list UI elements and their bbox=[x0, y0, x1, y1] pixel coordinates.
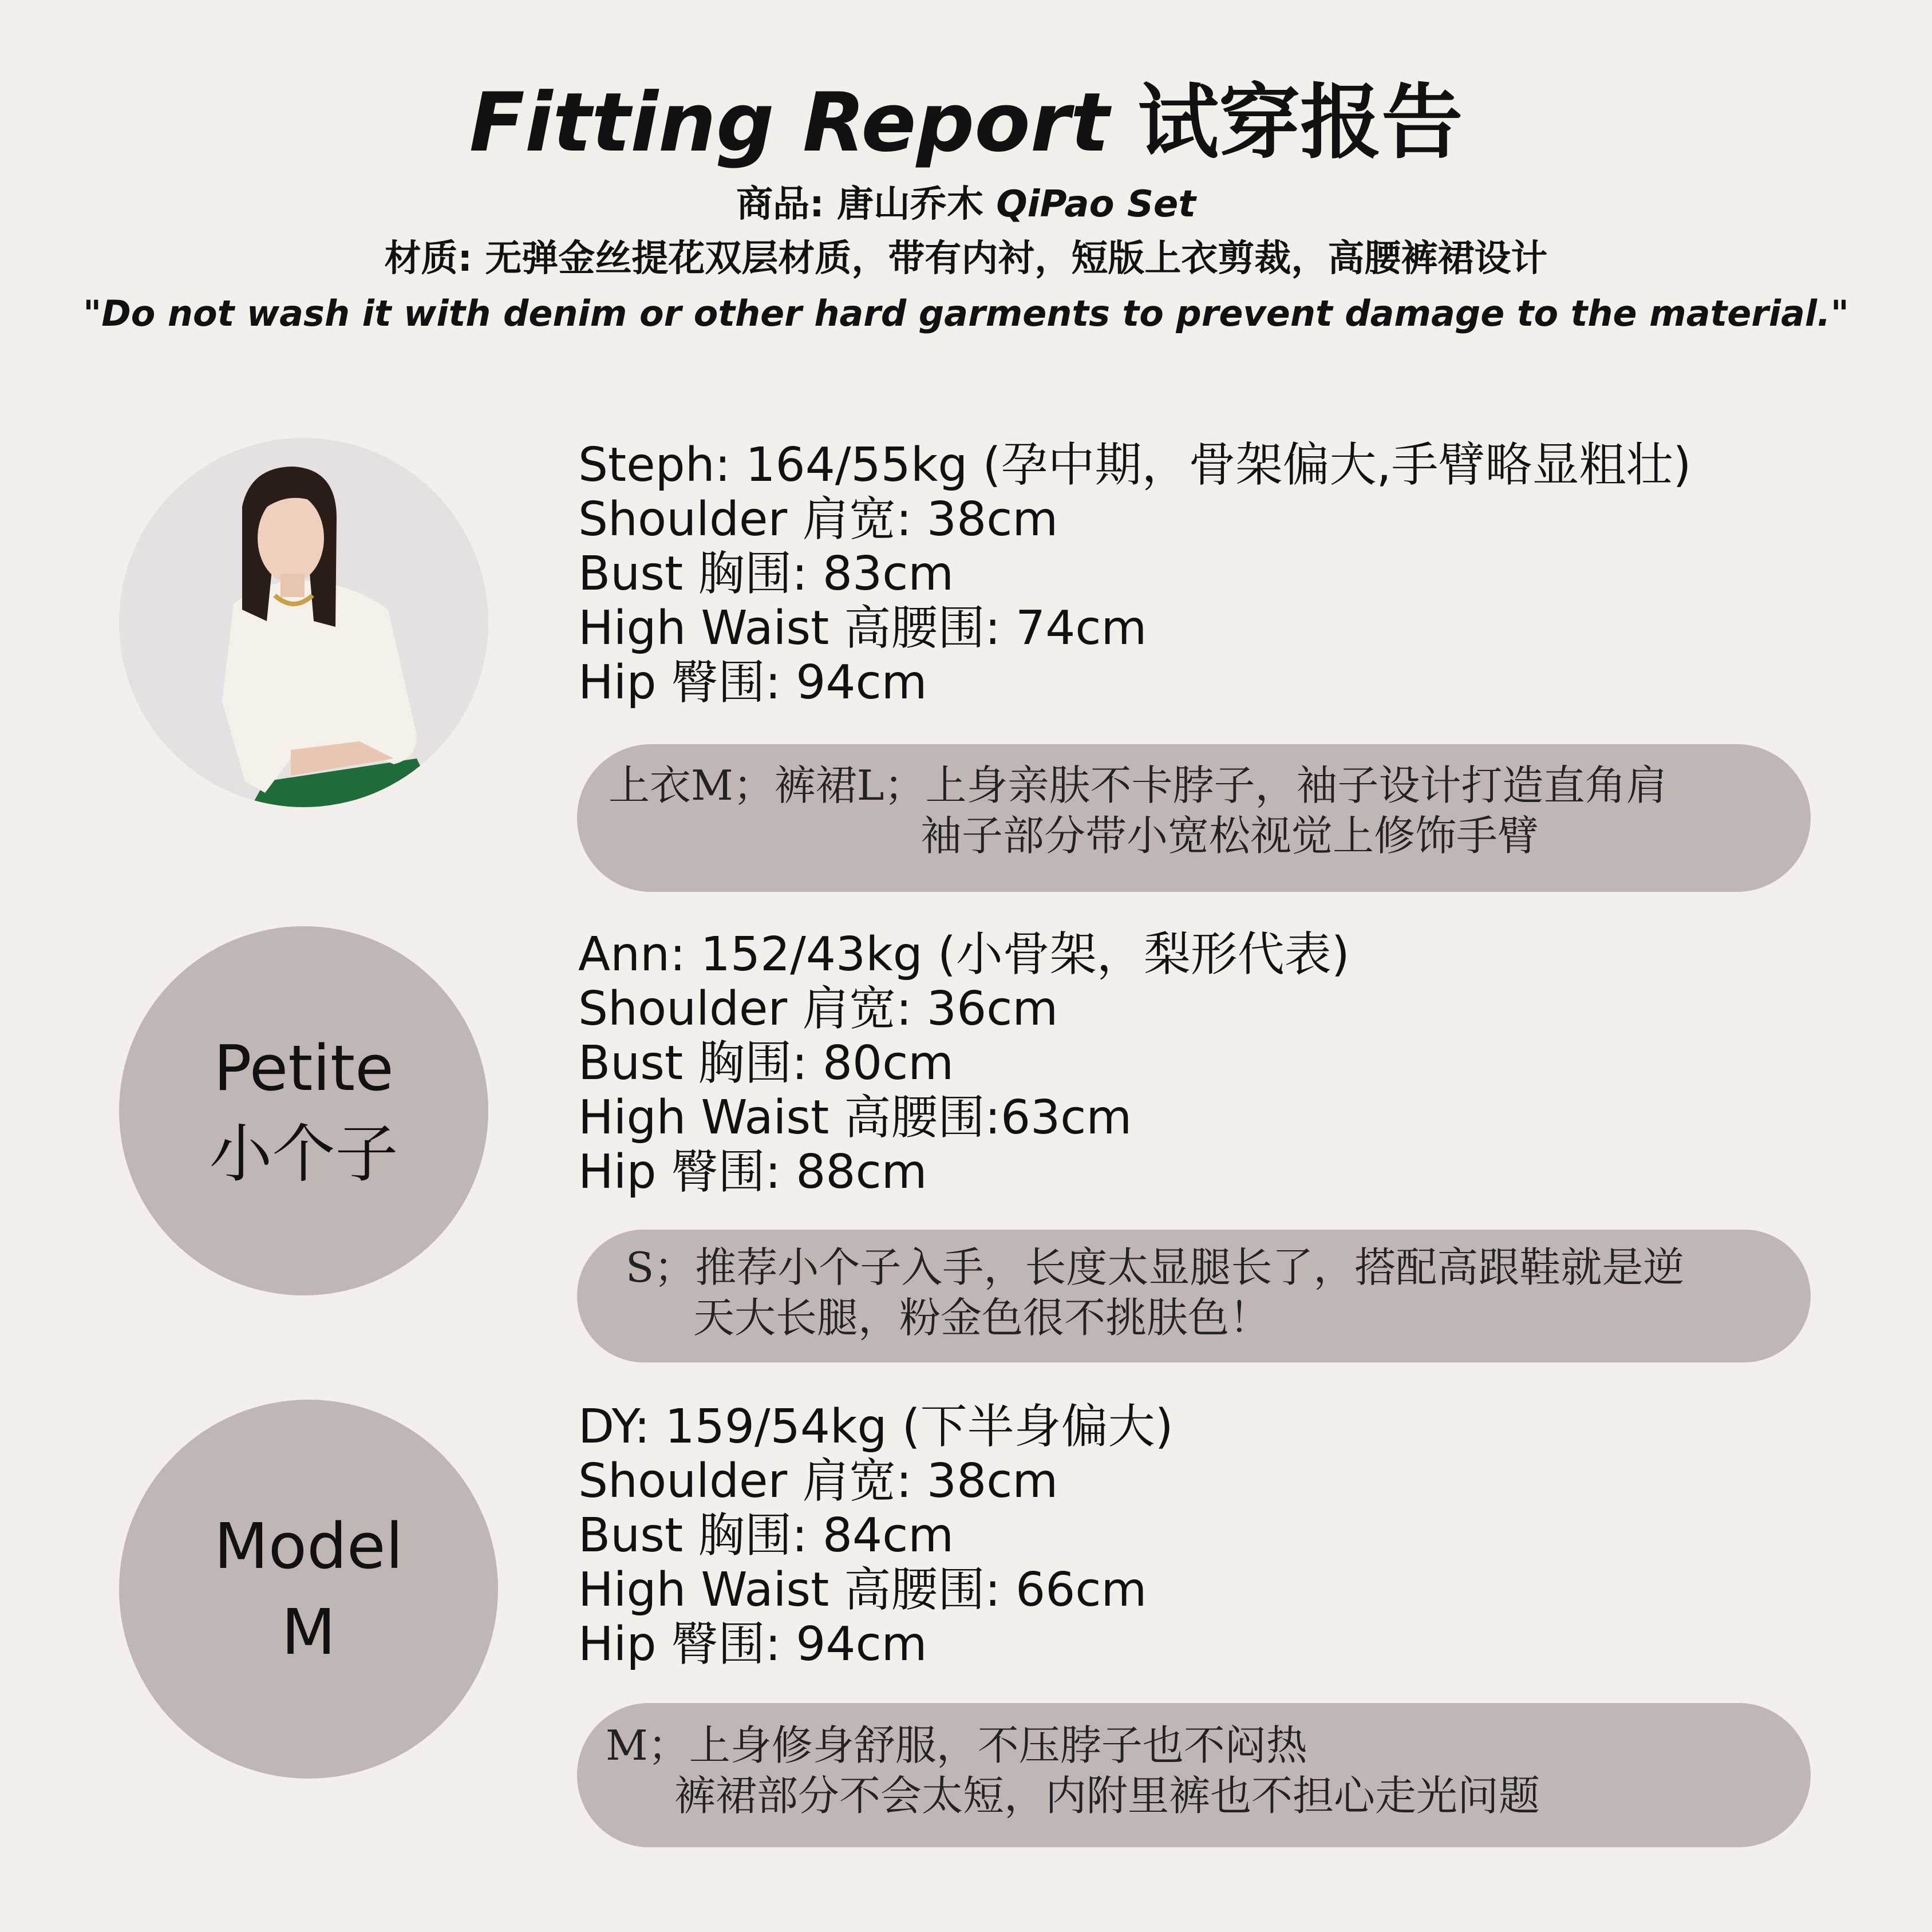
stat-line-high-waist: High Waist 高腰围: 66cm bbox=[578, 1563, 1147, 1617]
stat-line-high-waist: High Waist 高腰围: 74cm bbox=[578, 601, 1147, 655]
material-line: 材质: 无弹金丝提花双层材质，带有内衬，短版上衣剪裁，高腰裤裙设计 bbox=[384, 238, 1548, 280]
size-badge-label-en: Petite bbox=[214, 1031, 394, 1105]
stat-line-name: DY: 159/54kg (下半身偏大) bbox=[578, 1400, 1174, 1454]
stat-line-name: Steph: 164/55kg (孕中期，骨架偏大,手臂略显粗壮) bbox=[578, 438, 1692, 492]
fit-note-line-2: 袖子部分带小宽松视觉上修饰手臂 bbox=[920, 812, 1539, 860]
fit-note-line-2: 裤裙部分不会太短，内附里裤也不担心走光问题 bbox=[674, 1772, 1540, 1820]
stat-line-shoulder: Shoulder 肩宽: 38cm bbox=[578, 1454, 1058, 1508]
stat-line-bust: Bust 胸围: 84cm bbox=[578, 1508, 954, 1563]
product-line bbox=[0, 177, 1932, 232]
model-stats bbox=[578, 438, 1692, 710]
care-quote: "Do not wash it with denim or other hard garments to prevent damage to the material." bbox=[82, 293, 1850, 334]
report-header bbox=[0, 69, 1932, 341]
size-badge-label-cn: 小个子 bbox=[209, 1117, 398, 1191]
stat-line-shoulder: Shoulder 肩宽: 38cm bbox=[578, 492, 1058, 547]
fit-note-line-1: S；推荐小个子入手，长度太显腿长了，搭配高跟鞋就是逆 bbox=[626, 1243, 1685, 1291]
fit-note bbox=[577, 1703, 1811, 1847]
model-stats bbox=[578, 927, 1350, 1199]
fit-note bbox=[577, 744, 1811, 892]
model-stats bbox=[578, 1400, 1174, 1672]
size-badge-label-en: Model bbox=[214, 1510, 404, 1583]
stat-line-bust: Bust 胸围: 80cm bbox=[578, 1036, 954, 1091]
size-badge-label-cn: M bbox=[281, 1595, 336, 1669]
fit-note bbox=[577, 1230, 1811, 1362]
stat-line-high-waist: High Waist 高腰围:63cm bbox=[578, 1091, 1132, 1145]
stat-line-shoulder: Shoulder 肩宽: 36cm bbox=[578, 982, 1058, 1036]
title-chinese: 试穿报告 bbox=[1137, 76, 1463, 170]
size-badge-petite bbox=[119, 926, 488, 1295]
stat-line-hip: Hip 臀围: 88cm bbox=[578, 1145, 927, 1199]
product-name: QiPao Set bbox=[996, 183, 1196, 226]
fit-note-line-1: M；上身修身舒服，不压脖子也不闷热 bbox=[606, 1721, 1307, 1769]
title-english: Fitting Report bbox=[469, 76, 1109, 170]
product-label: 商品: 唐山乔木 bbox=[736, 183, 983, 226]
size-badge-model-m bbox=[119, 1400, 498, 1779]
fit-note-line-2: 天大长腿，粉金色很不挑肤色！ bbox=[693, 1294, 1271, 1342]
stat-line-bust: Bust 胸围: 83cm bbox=[578, 547, 954, 601]
stat-line-hip: Hip 臀围: 94cm bbox=[578, 1617, 927, 1672]
fit-note-line-1: 上衣M；裤裙L；上身亲肤不卡脖子，袖子设计打造直角肩 bbox=[609, 761, 1668, 809]
stat-line-hip: Hip 臀围: 94cm bbox=[578, 655, 927, 710]
model-photo bbox=[119, 438, 488, 807]
stat-line-name: Ann: 152/43kg (小骨架，梨形代表) bbox=[578, 927, 1350, 982]
model-photo-illustration bbox=[119, 438, 488, 807]
page-title bbox=[0, 69, 1932, 177]
